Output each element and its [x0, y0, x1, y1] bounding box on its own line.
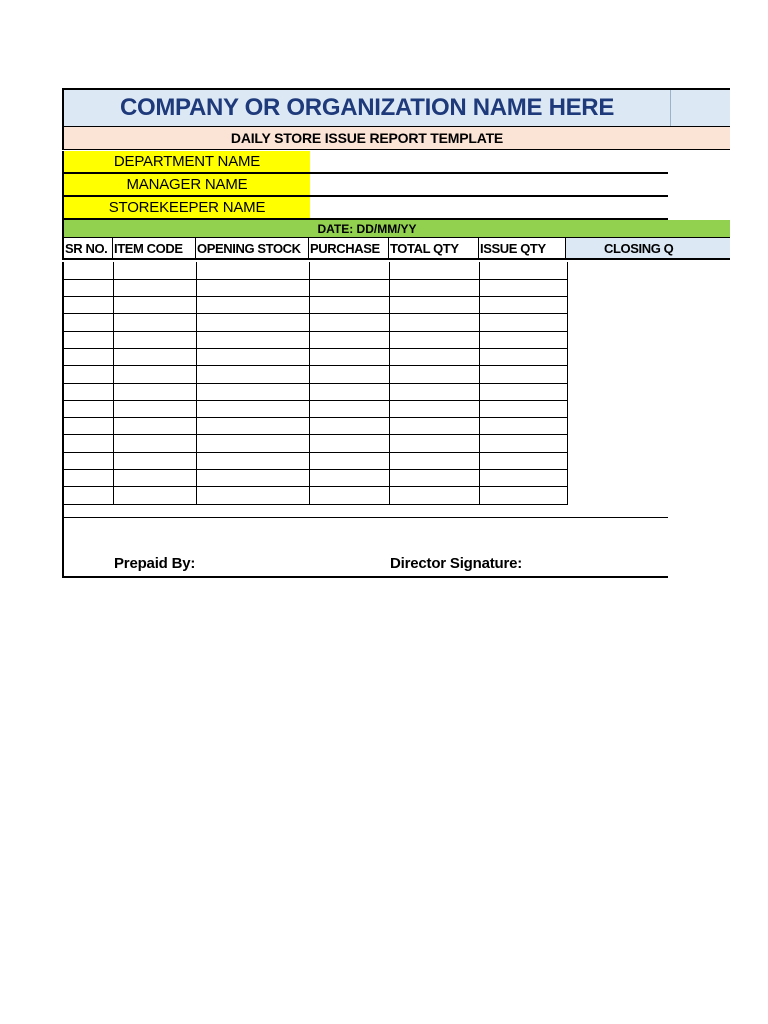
- table-cell[interactable]: [389, 279, 479, 296]
- table-cell[interactable]: [389, 331, 479, 348]
- table-cell[interactable]: [309, 452, 389, 469]
- table-cell[interactable]: [389, 487, 479, 504]
- table-cell[interactable]: [64, 435, 113, 452]
- date-band: [62, 220, 730, 238]
- table-cell[interactable]: [479, 279, 567, 296]
- table-cell[interactable]: [479, 348, 567, 365]
- table-cell[interactable]: [389, 297, 479, 314]
- table-cell[interactable]: [389, 470, 479, 487]
- storekeeper-row: [62, 197, 668, 220]
- table-cell[interactable]: [113, 331, 196, 348]
- table-cell[interactable]: [196, 314, 309, 331]
- table-cell[interactable]: [479, 487, 567, 504]
- table-cell[interactable]: [64, 383, 113, 400]
- storekeeper-name-label[interactable]: STOREKEEPER NAME: [64, 197, 310, 218]
- table-cell[interactable]: [196, 331, 309, 348]
- manager-name-label[interactable]: MANAGER NAME: [64, 174, 310, 195]
- table-cell[interactable]: [196, 348, 309, 365]
- column-header-item-code[interactable]: ITEM CODE: [113, 238, 196, 258]
- table-cell[interactable]: [389, 314, 479, 331]
- report-subtitle[interactable]: DAILY STORE ISSUE REPORT TEMPLATE: [230, 130, 504, 146]
- prepaid-by-label[interactable]: Prepaid By:: [114, 555, 196, 572]
- table-row: [64, 366, 567, 383]
- table-cell[interactable]: [309, 348, 389, 365]
- table-cell[interactable]: [389, 418, 479, 435]
- table-cell[interactable]: [309, 366, 389, 383]
- table-cell[interactable]: [196, 470, 309, 487]
- table-cell[interactable]: [389, 452, 479, 469]
- table-cell[interactable]: [113, 452, 196, 469]
- table-cell[interactable]: [113, 418, 196, 435]
- table-cell[interactable]: [479, 262, 567, 279]
- column-header-sr-no[interactable]: SR NO.: [64, 238, 113, 258]
- table-cell[interactable]: [64, 331, 113, 348]
- table-cell[interactable]: [479, 452, 567, 469]
- table-cell[interactable]: [479, 418, 567, 435]
- table-cell[interactable]: [309, 418, 389, 435]
- company-name-band: [62, 88, 730, 126]
- table-row: [64, 435, 567, 452]
- table-cell[interactable]: [64, 314, 113, 331]
- column-header-closing-qty[interactable]: CLOSING Q: [566, 238, 730, 258]
- table-cell[interactable]: [196, 297, 309, 314]
- table-cell[interactable]: [479, 435, 567, 452]
- table-cell[interactable]: [113, 348, 196, 365]
- table-cell[interactable]: [113, 279, 196, 296]
- table-cell[interactable]: [479, 366, 567, 383]
- table-cell[interactable]: [196, 366, 309, 383]
- table-cell[interactable]: [389, 383, 479, 400]
- table-cell[interactable]: [113, 383, 196, 400]
- table-cell[interactable]: [113, 435, 196, 452]
- table-cell[interactable]: [113, 487, 196, 504]
- table-cell[interactable]: [64, 297, 113, 314]
- director-signature-label[interactable]: Director Signature:: [390, 555, 523, 572]
- table-cell[interactable]: [389, 366, 479, 383]
- table-row: [64, 297, 567, 314]
- table-cell[interactable]: [389, 262, 479, 279]
- table-row: [64, 400, 567, 417]
- table-cell[interactable]: [113, 470, 196, 487]
- table-cell[interactable]: [479, 331, 567, 348]
- date-label[interactable]: DATE: DD/MM/YY: [317, 221, 417, 236]
- table-cell[interactable]: [389, 435, 479, 452]
- table-cell[interactable]: [64, 418, 113, 435]
- table-cell[interactable]: [196, 262, 309, 279]
- table-cell[interactable]: [309, 470, 389, 487]
- table-cell[interactable]: [479, 470, 567, 487]
- table-cell[interactable]: [196, 279, 309, 296]
- table-cell[interactable]: [309, 262, 389, 279]
- department-name-value[interactable]: [310, 151, 668, 172]
- table-cell[interactable]: [64, 348, 113, 365]
- table-row: [64, 331, 567, 348]
- table-header-row: [62, 238, 730, 260]
- table-cell[interactable]: [479, 383, 567, 400]
- table-row: [64, 383, 567, 400]
- column-header-issue-qty[interactable]: ISSUE QTY: [479, 238, 566, 258]
- table-cell[interactable]: [64, 470, 113, 487]
- table-cell[interactable]: [113, 314, 196, 331]
- table-cell[interactable]: [479, 400, 567, 417]
- table-cell[interactable]: [309, 383, 389, 400]
- table-cell[interactable]: [309, 400, 389, 417]
- item-table: [62, 262, 668, 518]
- table-cell[interactable]: [479, 314, 567, 331]
- department-name-label[interactable]: DEPARTMENT NAME: [64, 151, 310, 172]
- table-cell[interactable]: [389, 348, 479, 365]
- table-cell[interactable]: [309, 314, 389, 331]
- table-row: [64, 487, 567, 504]
- column-header-total-qty[interactable]: TOTAL QTY: [389, 238, 479, 258]
- report-subtitle-band: [62, 126, 730, 150]
- storekeeper-name-value[interactable]: [310, 197, 668, 218]
- table-row: [64, 279, 567, 296]
- table-cell[interactable]: [113, 366, 196, 383]
- table-cell[interactable]: [64, 452, 113, 469]
- table-cell[interactable]: [309, 487, 389, 504]
- table-row: [64, 314, 567, 331]
- table-cell[interactable]: [113, 297, 196, 314]
- manager-row: [62, 174, 668, 197]
- column-header-opening-stock[interactable]: OPENING STOCK: [196, 238, 309, 258]
- table-cell[interactable]: [479, 297, 567, 314]
- department-row: [62, 151, 668, 174]
- table-row: [64, 418, 567, 435]
- table-cell[interactable]: [196, 435, 309, 452]
- report-sheet: [62, 88, 730, 578]
- table-cell[interactable]: [113, 262, 196, 279]
- table-cell[interactable]: [64, 366, 113, 383]
- title-band-divider: [670, 90, 671, 128]
- table-cell[interactable]: [64, 487, 113, 504]
- table-cell[interactable]: [113, 400, 196, 417]
- table-cell[interactable]: [309, 279, 389, 296]
- table-cell[interactable]: [64, 279, 113, 296]
- item-table-body: [64, 262, 568, 505]
- table-cell[interactable]: [196, 400, 309, 417]
- table-cell[interactable]: [309, 297, 389, 314]
- table-cell[interactable]: [64, 400, 113, 417]
- table-row: [64, 262, 567, 279]
- table-cell[interactable]: [64, 262, 113, 279]
- company-name[interactable]: COMPANY OR ORGANIZATION NAME HERE: [119, 94, 615, 121]
- signature-footer: [62, 518, 668, 578]
- table-cell[interactable]: [196, 487, 309, 504]
- table-row: [64, 470, 567, 487]
- manager-name-value[interactable]: [310, 174, 668, 195]
- table-cell[interactable]: [389, 400, 479, 417]
- table-row: [64, 452, 567, 469]
- table-cell[interactable]: [196, 418, 309, 435]
- table-cell[interactable]: [309, 435, 389, 452]
- table-row: [64, 348, 567, 365]
- column-header-purchase[interactable]: PURCHASE: [309, 238, 389, 258]
- table-cell[interactable]: [196, 452, 309, 469]
- table-cell[interactable]: [196, 383, 309, 400]
- table-cell[interactable]: [309, 331, 389, 348]
